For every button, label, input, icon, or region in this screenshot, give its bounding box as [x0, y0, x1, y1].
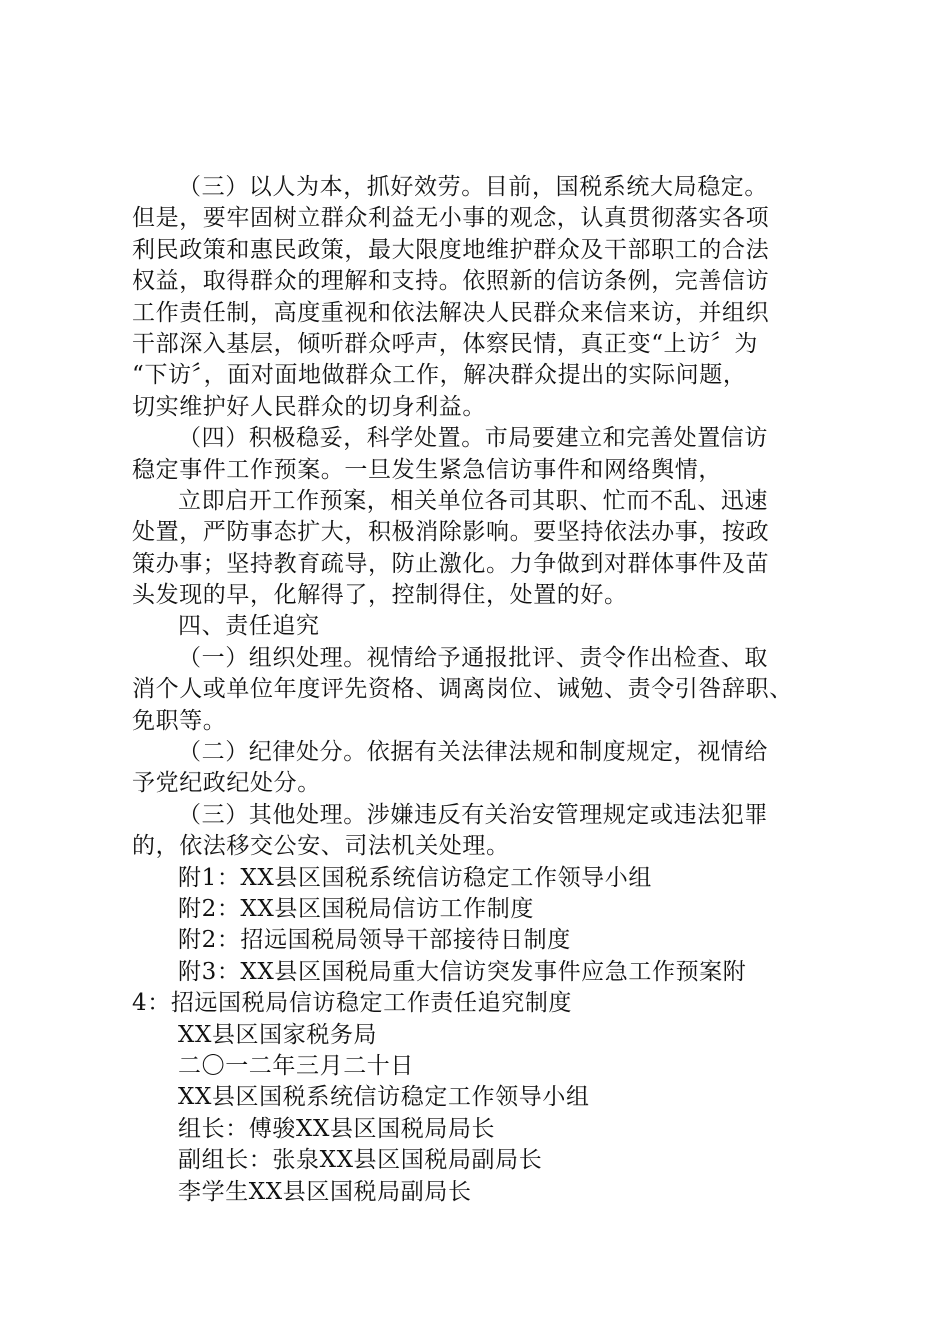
paragraph-line: 消个人或单位年度评先资格、调离岗位、诫勉、责令引咎辞职、 — [132, 676, 793, 703]
paragraph-line: 免职等。 — [132, 707, 227, 734]
group-member: 组长：傅骏XX县区国税局局长 — [178, 1115, 496, 1142]
paragraph-line: 但是，要牢固树立群众利益无小事的观念，认真贯彻落实各项 — [132, 205, 770, 232]
paragraph-line: “下访〞，面对面地做群众工作，解决群众提出的实际问题， — [132, 362, 747, 389]
issuer-name: XX县区国家税务局 — [178, 1021, 378, 1048]
section-heading: 四、责任追究 — [178, 613, 320, 640]
attachment-item: 附1：XX县区国税系统信访稳定工作领导小组 — [178, 864, 652, 891]
attachment-item: 附2：XX县区国税局信访工作制度 — [178, 895, 534, 922]
paragraph-line: （三）以人为本，抓好效劳。目前，国税系统大局稳定。 — [178, 174, 768, 200]
paragraph-line: 予党纪政纪处分。 — [132, 770, 321, 797]
group-member: 副组长：张泉XX县区国税局副局长 — [178, 1147, 543, 1174]
paragraph-line: 干部深入基层，倾听群众呼声，体察民情，真正变“上访〞为 — [132, 330, 758, 357]
paragraph-line: 处置，严防事态扩大，积极消除影响。要坚持依法办事，按政 — [132, 519, 770, 546]
paragraph-line: 立即启开工作预案，相关单位各司其职、忙而不乱、迅速 — [178, 487, 768, 514]
attachment-item: 4：招远国税局信访稳定工作责任追究制度 — [132, 990, 573, 1017]
paragraph-line: （一）组织处理。视情给予通报批评、责令作出检查、取 — [178, 644, 768, 671]
paragraph-line: 的，依法移交公安、司法机关处理。 — [132, 833, 510, 860]
attachment-item: 附3：XX县区国税局重大信访突发事件应急工作预案附 — [178, 958, 747, 985]
attachment-item: 附2：招远国税局领导干部接待日制度 — [178, 927, 571, 954]
document-body — [132, 172, 832, 1208]
paragraph-line: 权益，取得群众的理解和支持。依照新的信访条例，完善信访 — [132, 268, 770, 295]
issue-date: 二〇一二年三月二十日 — [178, 1052, 414, 1079]
paragraph-line: （三）其他处理。涉嫌违反有关治安管理规定或违法犯罪 — [178, 801, 768, 828]
paragraph-line: 头发现的早，化解得了，控制得住，处置的好。 — [132, 582, 628, 609]
paragraph-line: 稳定事件工作预案。一旦发生紧急信访事件和网络舆情， — [132, 456, 722, 483]
group-title: XX县区国税系统信访稳定工作领导小组 — [178, 1084, 590, 1111]
paragraph-line: （二）纪律处分。依据有关法律法规和制度规定，视情给 — [178, 739, 768, 766]
paragraph-line: 利民政策和惠民政策，最大限度地维护群众及干部职工的合法 — [132, 236, 770, 263]
paragraph-line: （四）积极稳妥，科学处置。市局要建立和完善处置信访 — [178, 425, 768, 452]
paragraph-line: 工作责任制，高度重视和依法解决人民群众来信来访，并组织 — [132, 299, 770, 326]
paragraph-line: 切实维护好人民群众的切身利益。 — [132, 393, 486, 420]
paragraph-line: 策办事；坚持教育疏导，防止激化。力争做到对群体事件及苗 — [132, 550, 770, 577]
group-member: 李学生XX县区国税局副局长 — [178, 1178, 472, 1205]
